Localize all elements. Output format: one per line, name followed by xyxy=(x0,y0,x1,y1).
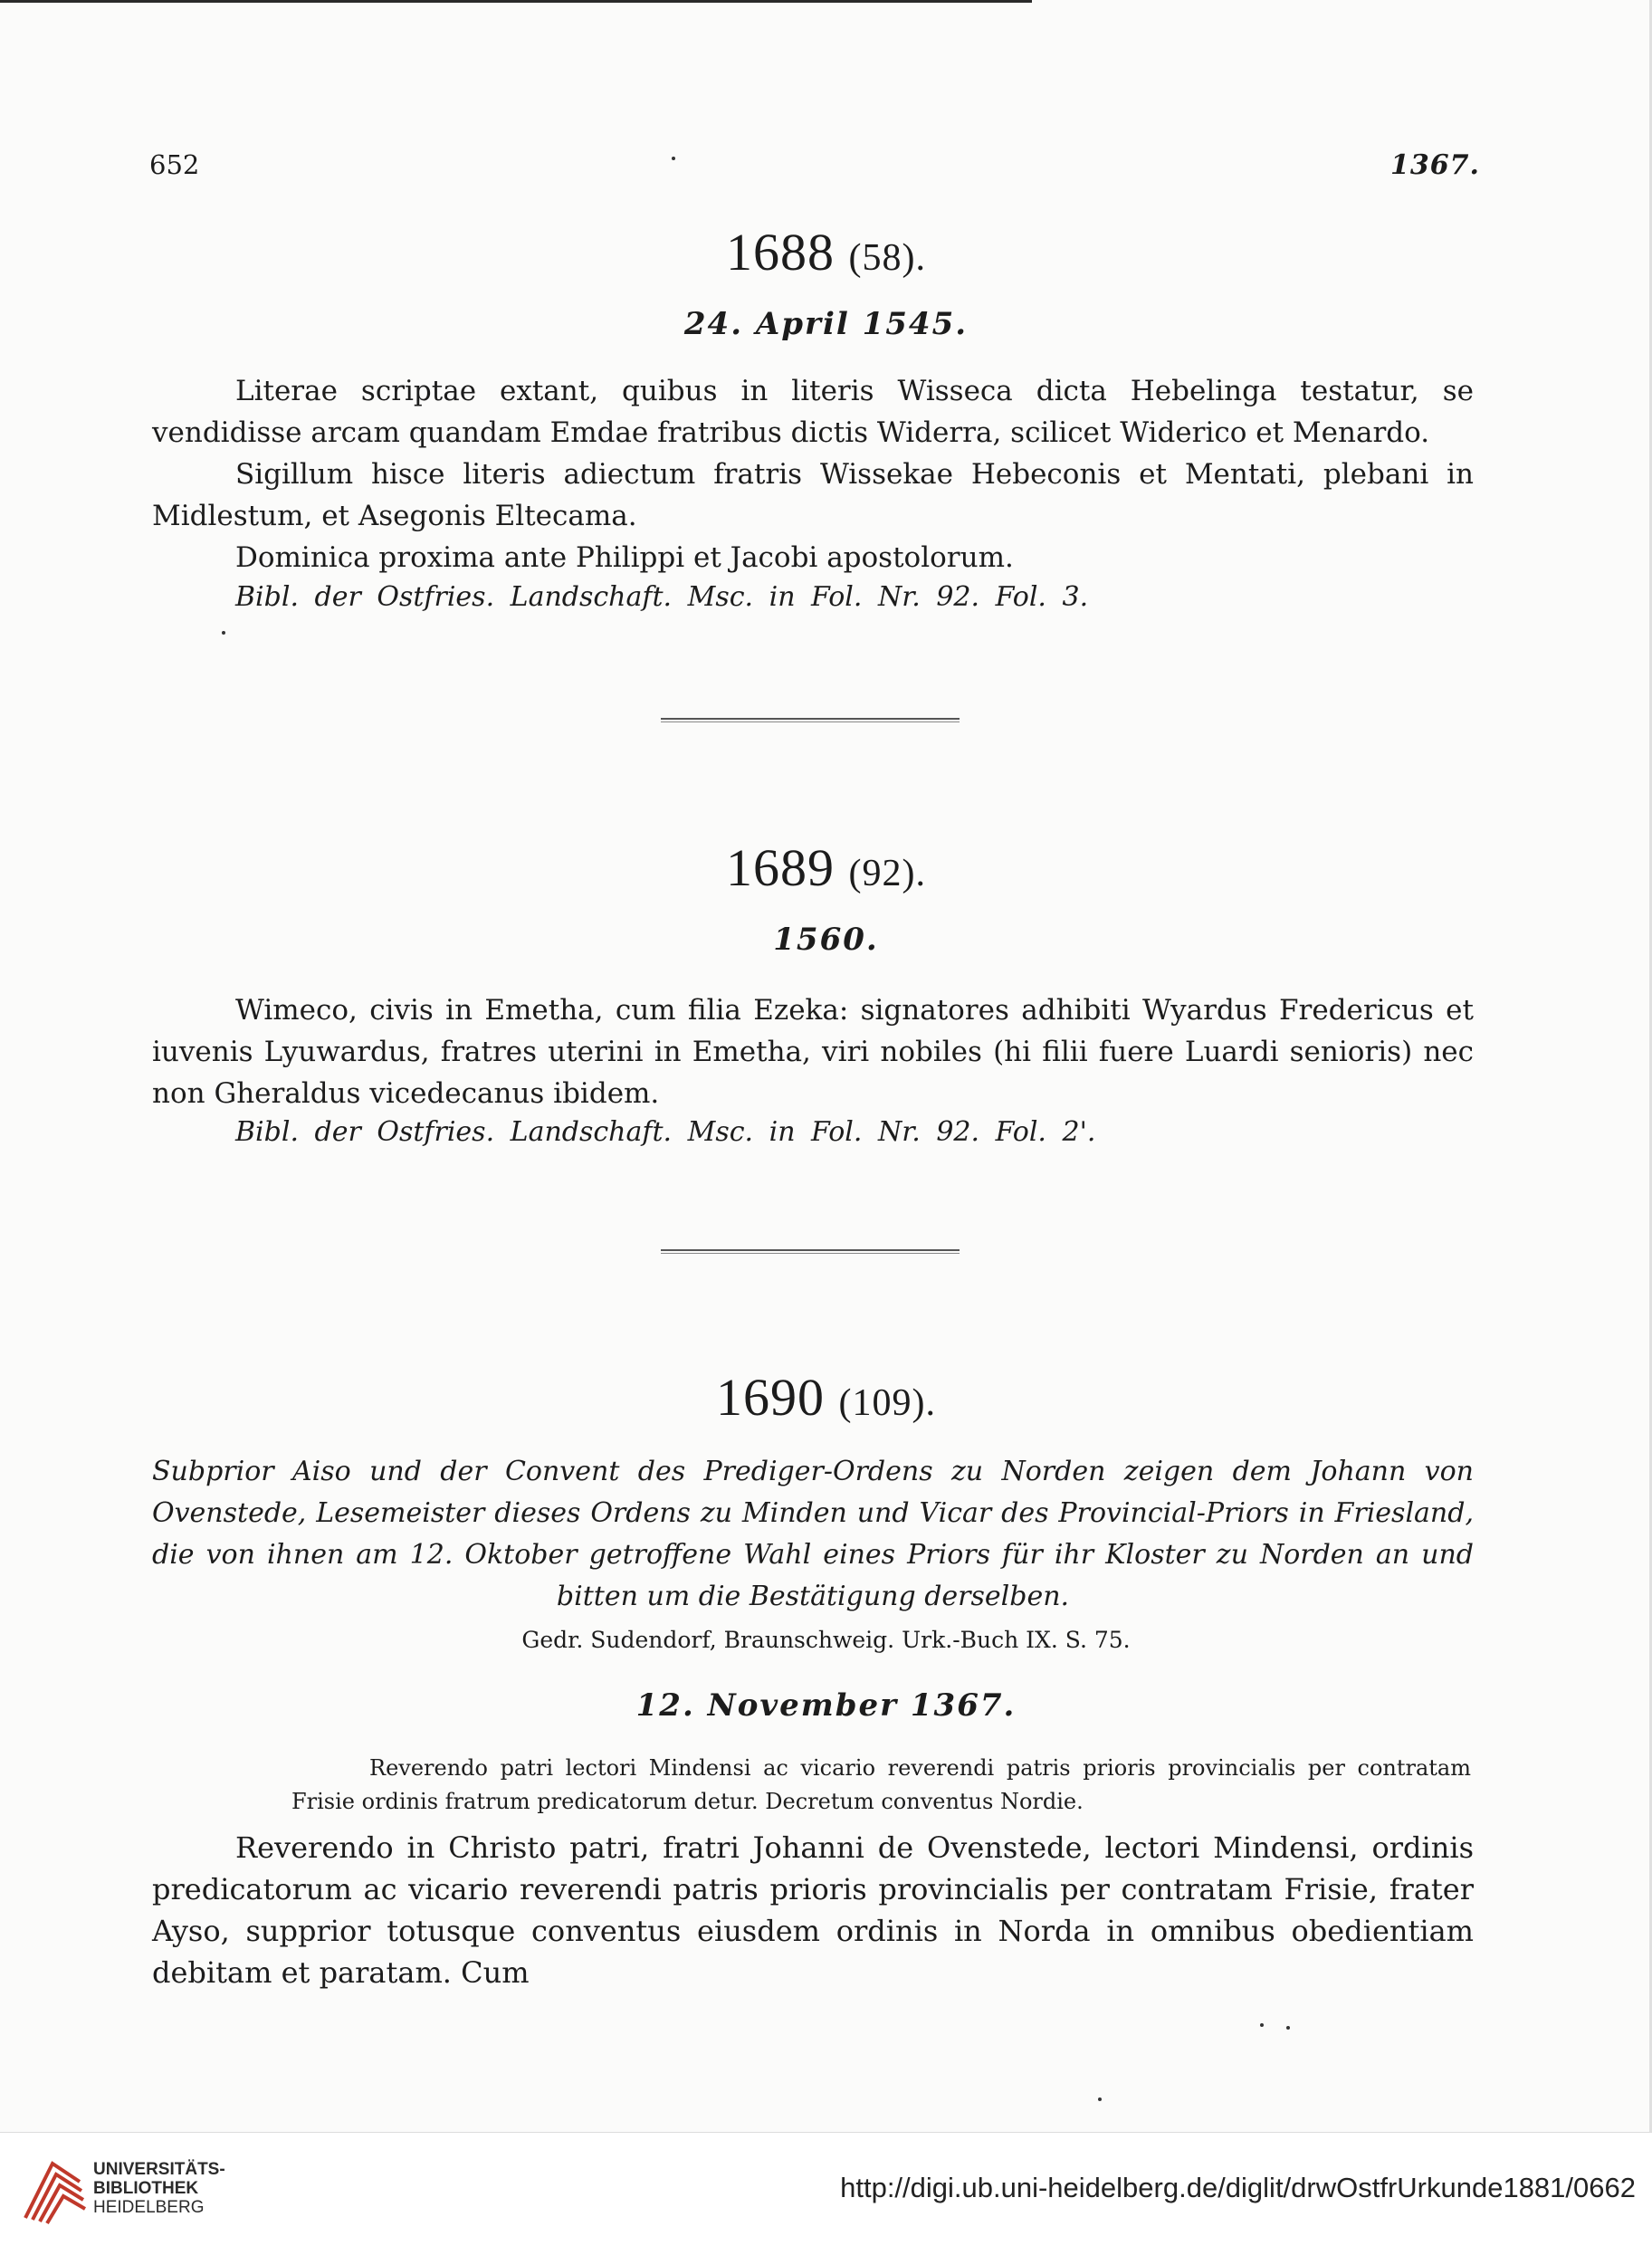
permalink-url[interactable]: http://digi.ub.uni-heidelberg.de/diglit/drwOstfrUrkunde1881/0662 xyxy=(840,2172,1636,2203)
doc-1690-text: Reverendo in Christo patri, fratri Johanni de Ovenstede, lectori Mindensi, ordinis predicatorum ac vicario reverendi patris prioris provincialis per contratam Frisie, frater Ayso, supprior totusque conventus eiusdem ordinis in Norda in omnibus obedientiam debitam et paratam. Cum xyxy=(152,1830,1474,1990)
doc-number: 1689 xyxy=(726,838,835,897)
scan-speck xyxy=(1286,2026,1290,2030)
doc-1690-date: 12. November 1367. xyxy=(635,1687,1017,1724)
scan-speck xyxy=(1098,2097,1102,2101)
doc-reference: (109). xyxy=(838,1382,936,1424)
doc-1689-heading xyxy=(0,837,1652,898)
scan-speck xyxy=(1260,2023,1264,2027)
doc-1689-source: Bibl. der Ostfries. Landschaft. Msc. in Fol. Nr. 92. Fol. 2'. xyxy=(235,1116,1096,1148)
doc-1690-heading xyxy=(0,1367,1652,1428)
scan-speck xyxy=(672,157,675,160)
scan-speck xyxy=(222,631,225,635)
doc-1688-paragraph-2: Sigillum hisce literis adiectum fratris Wissekae Hebeconis et Mentati, plebani in Midlestum, et Asegonis Eltecama. xyxy=(152,458,1474,532)
doc-1688-heading xyxy=(0,222,1652,282)
scan-edge-top xyxy=(0,0,1032,3)
library-line-1: UNIVERSITÄTS- xyxy=(93,2160,225,2179)
running-header xyxy=(149,149,1480,186)
running-year: 1367. xyxy=(1390,149,1480,181)
doc-number: 1690 xyxy=(716,1368,825,1427)
page-number: 652 xyxy=(149,149,200,180)
doc-1688-paragraph-1: Literae scriptae extant, quibus in literis Wisseca dicta Hebelinga testatur, se vendidisse arcam quandam Emdae fratribus dictis Widerra, scilicet Widerico et Menardo. xyxy=(152,375,1474,449)
doc-reference: (92). xyxy=(848,853,926,894)
library-line-2: BIBLIOTHEK xyxy=(93,2179,199,2198)
section-divider xyxy=(661,1249,960,1255)
doc-number: 1688 xyxy=(726,223,835,282)
footer-bar xyxy=(0,2132,1652,2255)
ub-heidelberg-logo-icon xyxy=(16,2155,91,2229)
doc-1689-date: 1560. xyxy=(773,922,879,958)
section-divider xyxy=(661,718,960,723)
doc-1688-paragraph-3: Dominica proxima ante Philippi et Jacobi apostolorum. xyxy=(235,541,1014,574)
doc-1688-date: 24. April 1545. xyxy=(683,306,969,342)
doc-1688-source: Bibl. der Ostfries. Landschaft. Msc. in Fol. Nr. 92. Fol. 3. xyxy=(235,581,1089,613)
doc-1690-printed-source: Gedr. Sudendorf, Braunschweig. Urk.-Buch IX. S. 75. xyxy=(521,1627,1131,1653)
doc-1690-summary: Subprior Aiso und der Convent des Prediger-Ordens zu Norden zeigen dem Johann von Ovenstede, Lesemeister dieses Ordens zu Minden und Vicar des Provincial-Priors in Friesland, die von ihnen am 12. Oktober getroffene Wahl eines Priors für ihr Kloster zu Norden an und bitten um die Bestätigung derselben. xyxy=(152,1456,1474,1612)
doc-1690-regest: Reverendo patri lectori Mindensi ac vicario reverendi patris prioris provincialis per contratam Frisie ordinis fratrum predicatorum detur. Decretum conventus Nordie. xyxy=(291,1755,1471,1814)
library-line-3: HEIDELBERG xyxy=(93,2198,205,2217)
library-name xyxy=(93,2160,225,2217)
doc-1689-paragraph-1: Wimeco, civis in Emetha, cum filia Ezeka: signatores adhibiti Wyardus Fredericus et iuvenis Lyuwardus, fratres uterini in Emetha, viri nobiles (hi filii fuere Luardi senioris) nec non Gheraldus vicedecanus ibidem. xyxy=(152,994,1474,1110)
doc-reference: (58). xyxy=(848,237,926,279)
